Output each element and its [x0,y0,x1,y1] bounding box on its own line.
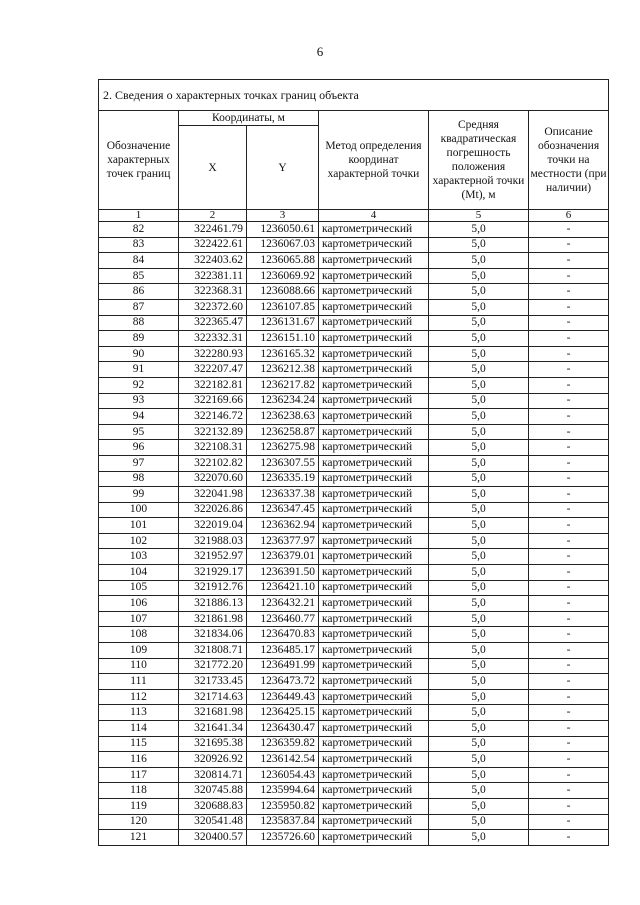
description-cell: - [529,268,609,284]
point-id-cell: 112 [99,689,179,705]
method-cell: картометрический [319,471,429,487]
x-coordinate-cell: 322070.60 [179,471,247,487]
description-cell: - [529,611,609,627]
description-cell: - [529,767,609,783]
point-id-cell: 101 [99,518,179,534]
description-cell: - [529,253,609,269]
y-coordinate-cell: 1236307.55 [247,455,319,471]
y-coordinate-cell: 1236379.01 [247,549,319,565]
description-cell: - [529,455,609,471]
point-id-cell: 119 [99,798,179,814]
error-cell: 5,0 [429,580,529,596]
column-numbers-row [99,210,609,222]
x-coordinate-cell: 322019.04 [179,518,247,534]
y-coordinate-cell: 1236275.98 [247,440,319,456]
error-cell: 5,0 [429,471,529,487]
header-mean-error: Средняя квадратическая погрешность положения характерной точки (Mt), м [429,111,529,210]
description-cell: - [529,658,609,674]
y-coordinate-cell: 1235950.82 [247,798,319,814]
error-cell: 5,0 [429,518,529,534]
table-row [99,783,609,799]
description-cell: - [529,533,609,549]
x-coordinate-cell: 321861.98 [179,611,247,627]
table-row [99,222,609,238]
x-coordinate-cell: 322041.98 [179,487,247,503]
method-cell: картометрический [319,455,429,471]
table-row [99,721,609,737]
table-row [99,346,609,362]
table-row [99,549,609,565]
y-coordinate-cell: 1236238.63 [247,409,319,425]
table-row [99,471,609,487]
point-id-cell: 89 [99,331,179,347]
error-cell: 5,0 [429,752,529,768]
error-cell: 5,0 [429,549,529,565]
table-row [99,315,609,331]
table-row [99,814,609,830]
description-cell: - [529,783,609,799]
table-row [99,299,609,315]
x-coordinate-cell: 320541.48 [179,814,247,830]
y-coordinate-cell: 1236050.61 [247,222,319,238]
x-coordinate-cell: 321681.98 [179,705,247,721]
table-row [99,643,609,659]
point-id-cell: 121 [99,830,179,846]
header-y: Y [247,126,319,210]
x-coordinate-cell: 322102.82 [179,455,247,471]
point-id-cell: 82 [99,222,179,238]
method-cell: картометрический [319,767,429,783]
point-id-cell: 96 [99,440,179,456]
x-coordinate-cell: 321714.63 [179,689,247,705]
table-row [99,440,609,456]
column-number: 6 [529,210,609,222]
description-cell: - [529,565,609,581]
x-coordinate-cell: 322365.47 [179,315,247,331]
point-id-cell: 104 [99,565,179,581]
table-row [99,767,609,783]
y-coordinate-cell: 1236065.88 [247,253,319,269]
error-cell: 5,0 [429,658,529,674]
point-id-cell: 98 [99,471,179,487]
table-row [99,284,609,300]
point-id-cell: 85 [99,268,179,284]
error-cell: 5,0 [429,814,529,830]
description-cell: - [529,830,609,846]
method-cell: картометрический [319,689,429,705]
y-coordinate-cell: 1236460.77 [247,611,319,627]
error-cell: 5,0 [429,315,529,331]
point-id-cell: 103 [99,549,179,565]
point-id-cell: 84 [99,253,179,269]
y-coordinate-cell: 1236425.15 [247,705,319,721]
error-cell: 5,0 [429,237,529,253]
point-id-cell: 86 [99,284,179,300]
table-row [99,674,609,690]
point-id-cell: 100 [99,502,179,518]
error-cell: 5,0 [429,424,529,440]
point-id-cell: 107 [99,611,179,627]
x-coordinate-cell: 322207.47 [179,362,247,378]
x-coordinate-cell: 320400.57 [179,830,247,846]
error-cell: 5,0 [429,830,529,846]
x-coordinate-cell: 322461.79 [179,222,247,238]
point-id-cell: 90 [99,346,179,362]
description-cell: - [529,674,609,690]
x-coordinate-cell: 321641.34 [179,721,247,737]
point-id-cell: 97 [99,455,179,471]
error-cell: 5,0 [429,611,529,627]
description-cell: - [529,424,609,440]
point-id-cell: 93 [99,393,179,409]
y-coordinate-cell: 1236151.10 [247,331,319,347]
y-coordinate-cell: 1236054.43 [247,767,319,783]
error-cell: 5,0 [429,721,529,737]
description-cell: - [529,689,609,705]
page-number: 6 [316,44,324,59]
x-coordinate-cell: 322146.72 [179,409,247,425]
y-coordinate-cell: 1236131.67 [247,315,319,331]
method-cell: картометрический [319,705,429,721]
point-id-cell: 115 [99,736,179,752]
y-coordinate-cell: 1236359.82 [247,736,319,752]
table-row [99,331,609,347]
table-row [99,377,609,393]
point-id-cell: 92 [99,377,179,393]
point-id-cell: 83 [99,237,179,253]
x-coordinate-cell: 321952.97 [179,549,247,565]
point-id-cell: 94 [99,409,179,425]
point-id-cell: 114 [99,721,179,737]
x-coordinate-cell: 321929.17 [179,565,247,581]
column-number: 4 [319,210,429,222]
table-row [99,253,609,269]
method-cell: картометрический [319,752,429,768]
x-coordinate-cell: 320745.88 [179,783,247,799]
table-row [99,268,609,284]
error-cell: 5,0 [429,455,529,471]
y-coordinate-cell: 1236432.21 [247,596,319,612]
x-coordinate-cell: 322422.61 [179,237,247,253]
point-id-cell: 87 [99,299,179,315]
error-cell: 5,0 [429,409,529,425]
boundary-points-table [98,79,609,846]
point-id-cell: 117 [99,767,179,783]
error-cell: 5,0 [429,596,529,612]
document-table-container [98,79,608,846]
point-id-cell: 120 [99,814,179,830]
method-cell: картометрический [319,424,429,440]
x-coordinate-cell: 321733.45 [179,674,247,690]
point-id-cell: 95 [99,424,179,440]
table-row [99,565,609,581]
y-coordinate-cell: 1236069.92 [247,268,319,284]
method-cell: картометрический [319,393,429,409]
point-id-cell: 99 [99,487,179,503]
description-cell: - [529,393,609,409]
x-coordinate-cell: 321886.13 [179,596,247,612]
point-id-cell: 111 [99,674,179,690]
table-row [99,798,609,814]
description-cell: - [529,377,609,393]
error-cell: 5,0 [429,533,529,549]
table-row [99,424,609,440]
description-cell: - [529,752,609,768]
y-coordinate-cell: 1236391.50 [247,565,319,581]
point-id-cell: 88 [99,315,179,331]
description-cell: - [529,502,609,518]
y-coordinate-cell: 1236421.10 [247,580,319,596]
y-coordinate-cell: 1236362.94 [247,518,319,534]
description-cell: - [529,331,609,347]
y-coordinate-cell: 1236337.38 [247,487,319,503]
description-cell: - [529,237,609,253]
description-cell: - [529,440,609,456]
table-row [99,502,609,518]
table-row [99,533,609,549]
description-cell: - [529,736,609,752]
method-cell: картометрический [319,736,429,752]
error-cell: 5,0 [429,502,529,518]
method-cell: картометрический [319,331,429,347]
table-row [99,409,609,425]
description-cell: - [529,643,609,659]
method-cell: картометрический [319,565,429,581]
description-cell: - [529,362,609,378]
description-cell: - [529,580,609,596]
method-cell: картометрический [319,798,429,814]
y-coordinate-cell: 1236165.32 [247,346,319,362]
description-cell: - [529,346,609,362]
point-id-cell: 113 [99,705,179,721]
x-coordinate-cell: 321695.38 [179,736,247,752]
table-row [99,752,609,768]
y-coordinate-cell: 1236217.82 [247,377,319,393]
description-cell: - [529,518,609,534]
method-cell: картометрический [319,440,429,456]
header-point-designation: Обозначение характерных точек границ [99,111,179,210]
x-coordinate-cell: 321808.71 [179,643,247,659]
error-cell: 5,0 [429,627,529,643]
x-coordinate-cell: 320688.83 [179,798,247,814]
method-cell: картометрический [319,502,429,518]
point-id-cell: 109 [99,643,179,659]
method-cell: картометрический [319,409,429,425]
method-cell: картометрический [319,362,429,378]
error-cell: 5,0 [429,783,529,799]
method-cell: картометрический [319,299,429,315]
method-cell: картометрический [319,830,429,846]
y-coordinate-cell: 1236473.72 [247,674,319,690]
error-cell: 5,0 [429,377,529,393]
point-id-cell: 110 [99,658,179,674]
table-row [99,596,609,612]
error-cell: 5,0 [429,798,529,814]
header-coordinates: Координаты, м [179,111,319,126]
error-cell: 5,0 [429,487,529,503]
x-coordinate-cell: 320814.71 [179,767,247,783]
error-cell: 5,0 [429,674,529,690]
y-coordinate-cell: 1236335.19 [247,471,319,487]
description-cell: - [529,222,609,238]
table-row [99,658,609,674]
error-cell: 5,0 [429,346,529,362]
column-number: 5 [429,210,529,222]
table-row [99,611,609,627]
description-cell: - [529,705,609,721]
description-cell: - [529,798,609,814]
x-coordinate-cell: 322169.66 [179,393,247,409]
description-cell: - [529,721,609,737]
method-cell: картометрический [319,237,429,253]
method-cell: картометрический [319,377,429,393]
table-row [99,237,609,253]
table-row [99,627,609,643]
error-cell: 5,0 [429,565,529,581]
point-id-cell: 106 [99,596,179,612]
y-coordinate-cell: 1236142.54 [247,752,319,768]
method-cell: картометрический [319,596,429,612]
point-id-cell: 116 [99,752,179,768]
x-coordinate-cell: 321834.06 [179,627,247,643]
method-cell: картометрический [319,627,429,643]
table-row [99,580,609,596]
method-cell: картометрический [319,284,429,300]
method-cell: картометрический [319,814,429,830]
description-cell: - [529,487,609,503]
x-coordinate-cell: 322108.31 [179,440,247,456]
table-row [99,736,609,752]
header-description: Описание обозначения точки на местности (при наличии) [529,111,609,210]
x-coordinate-cell: 322381.11 [179,268,247,284]
column-number: 2 [179,210,247,222]
y-coordinate-cell: 1236067.03 [247,237,319,253]
table-row [99,705,609,721]
method-cell: картометрический [319,222,429,238]
method-cell: картометрический [319,643,429,659]
error-cell: 5,0 [429,268,529,284]
table-row [99,362,609,378]
y-coordinate-cell: 1236430.47 [247,721,319,737]
error-cell: 5,0 [429,393,529,409]
method-cell: картометрический [319,253,429,269]
description-cell: - [529,409,609,425]
point-id-cell: 105 [99,580,179,596]
error-cell: 5,0 [429,362,529,378]
table-body [99,222,609,846]
error-cell: 5,0 [429,440,529,456]
y-coordinate-cell: 1236491.99 [247,658,319,674]
method-cell: картометрический [319,549,429,565]
table-row [99,830,609,846]
method-cell: картометрический [319,346,429,362]
x-coordinate-cell: 322182.81 [179,377,247,393]
method-cell: картометрический [319,783,429,799]
y-coordinate-cell: 1235994.64 [247,783,319,799]
y-coordinate-cell: 1236377.97 [247,533,319,549]
method-cell: картометрический [319,268,429,284]
column-number: 1 [99,210,179,222]
x-coordinate-cell: 322372.60 [179,299,247,315]
table-row [99,518,609,534]
y-coordinate-cell: 1236347.45 [247,502,319,518]
error-cell: 5,0 [429,222,529,238]
x-coordinate-cell: 322403.62 [179,253,247,269]
method-cell: картометрический [319,721,429,737]
method-cell: картометрический [319,315,429,331]
table-row [99,455,609,471]
error-cell: 5,0 [429,284,529,300]
description-cell: - [529,627,609,643]
description-cell: - [529,549,609,565]
y-coordinate-cell: 1236485.17 [247,643,319,659]
method-cell: картометрический [319,518,429,534]
error-cell: 5,0 [429,767,529,783]
method-cell: картометрический [319,658,429,674]
y-coordinate-cell: 1235837.84 [247,814,319,830]
x-coordinate-cell: 322332.31 [179,331,247,347]
x-coordinate-cell: 321988.03 [179,533,247,549]
x-coordinate-cell: 322026.86 [179,502,247,518]
header-x: X [179,126,247,210]
method-cell: картометрический [319,580,429,596]
description-cell: - [529,596,609,612]
table-row [99,487,609,503]
method-cell: картометрический [319,533,429,549]
x-coordinate-cell: 321772.20 [179,658,247,674]
description-cell: - [529,299,609,315]
y-coordinate-cell: 1235726.60 [247,830,319,846]
x-coordinate-cell: 322368.31 [179,284,247,300]
y-coordinate-cell: 1236212.38 [247,362,319,378]
error-cell: 5,0 [429,705,529,721]
point-id-cell: 108 [99,627,179,643]
error-cell: 5,0 [429,331,529,347]
point-id-cell: 118 [99,783,179,799]
error-cell: 5,0 [429,736,529,752]
y-coordinate-cell: 1236470.83 [247,627,319,643]
header-method: Метод определения координат характерной точки [319,111,429,210]
error-cell: 5,0 [429,299,529,315]
error-cell: 5,0 [429,253,529,269]
x-coordinate-cell: 322132.89 [179,424,247,440]
x-coordinate-cell: 320926.92 [179,752,247,768]
table-row [99,689,609,705]
point-id-cell: 91 [99,362,179,378]
error-cell: 5,0 [429,643,529,659]
point-id-cell: 102 [99,533,179,549]
method-cell: картометрический [319,611,429,627]
y-coordinate-cell: 1236107.85 [247,299,319,315]
section-title: 2. Сведения о характерных точках границ объекта [99,80,609,111]
description-cell: - [529,284,609,300]
y-coordinate-cell: 1236258.87 [247,424,319,440]
y-coordinate-cell: 1236449.43 [247,689,319,705]
error-cell: 5,0 [429,689,529,705]
y-coordinate-cell: 1236088.66 [247,284,319,300]
table-row [99,393,609,409]
description-cell: - [529,471,609,487]
description-cell: - [529,814,609,830]
method-cell: картометрический [319,487,429,503]
x-coordinate-cell: 321912.76 [179,580,247,596]
x-coordinate-cell: 322280.93 [179,346,247,362]
method-cell: картометрический [319,674,429,690]
column-number: 3 [247,210,319,222]
y-coordinate-cell: 1236234.24 [247,393,319,409]
description-cell: - [529,315,609,331]
